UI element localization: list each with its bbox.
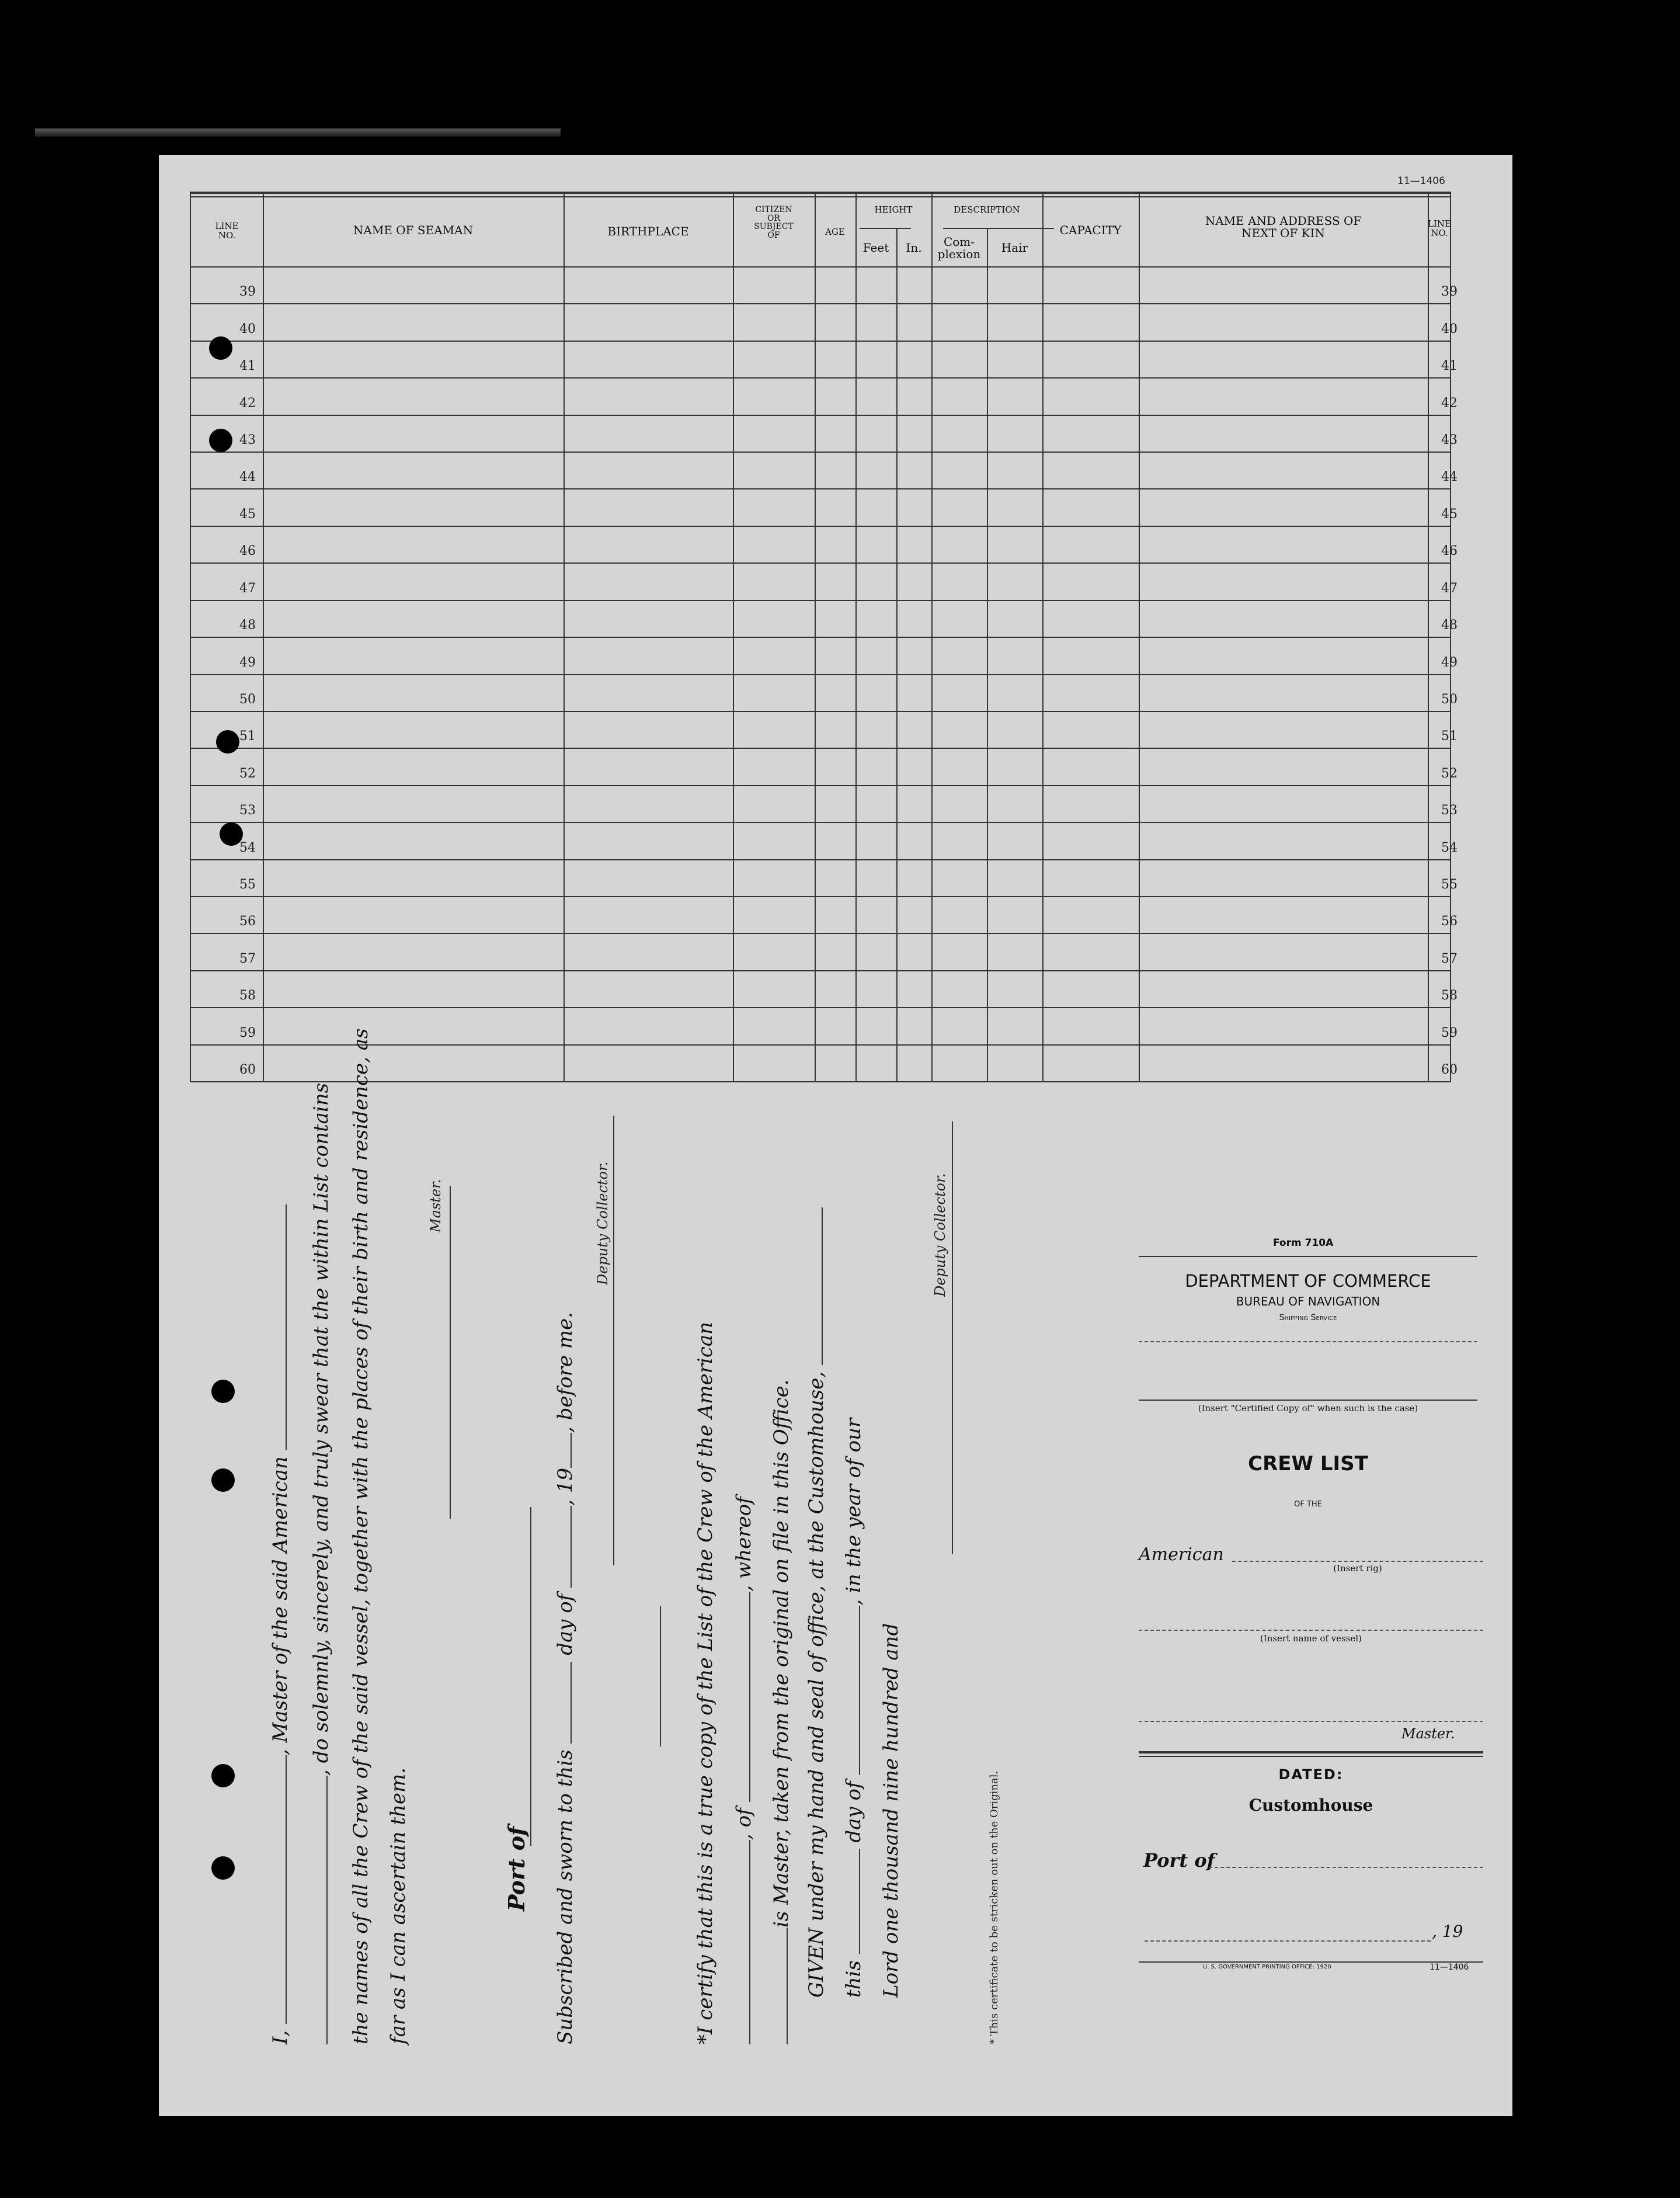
row-line-number: 58	[239, 988, 256, 1003]
row-line-number-right: 56	[1441, 914, 1458, 929]
deputy-collector-line-2[interactable]	[952, 1121, 953, 1554]
row-line-number: 46	[239, 544, 256, 558]
dated-label: DATED:	[1278, 1766, 1344, 1783]
row-line-number: 49	[239, 655, 256, 670]
port-of-label: Port of	[503, 1826, 530, 1911]
table-row-rule	[190, 1007, 1451, 1008]
master-name-blank[interactable]	[286, 1755, 287, 2024]
punch-hole	[211, 1764, 235, 1787]
sworn-month-blank[interactable]	[571, 1506, 572, 1588]
row-line-number-right: 58	[1441, 988, 1458, 1003]
of-the-label: OF THE	[1294, 1500, 1322, 1509]
master-signature-label: Master.	[427, 1179, 444, 1232]
dated-double-rule-2	[1139, 1756, 1483, 1757]
row-line-number-right: 59	[1441, 1026, 1458, 1040]
master-oath-section	[251, 1028, 1010, 2044]
punch-hole	[216, 730, 239, 753]
row-line-number: 47	[239, 581, 256, 596]
master-line: is Master, taken from the original on file in this Office.	[770, 1379, 793, 2044]
table-row-rule	[190, 452, 1451, 453]
row-line-number: 39	[239, 284, 256, 299]
insert-rig-label: (Insert rig)	[1333, 1563, 1382, 1574]
row-line-number-right: 52	[1441, 766, 1458, 781]
row-line-number: 45	[239, 507, 256, 522]
deputy-collector-line-1[interactable]	[613, 1116, 614, 1565]
row-line-number-right: 45	[1441, 507, 1458, 522]
panel-master-label: Master.	[1401, 1725, 1455, 1742]
table-row-rule	[190, 711, 1451, 712]
row-line-number-right: 60	[1441, 1062, 1458, 1077]
height-subheader-rule	[860, 228, 911, 229]
row-line-number: 44	[239, 470, 256, 484]
table-row-rule	[190, 562, 1451, 564]
panel-year-label: , 19	[1432, 1922, 1463, 1941]
crew-list-title: CREW LIST	[1248, 1452, 1368, 1475]
table-row-rule	[190, 748, 1451, 749]
table-row-rule	[190, 526, 1451, 527]
row-line-number: 53	[239, 803, 256, 818]
rig-line[interactable]	[1232, 1561, 1483, 1562]
given-month-blank[interactable]	[859, 1606, 860, 1775]
row-line-number: 50	[239, 692, 256, 707]
header-birthplace: BIRTHPLACE	[607, 224, 689, 238]
certified-copy-line[interactable]	[1139, 1400, 1477, 1401]
header-height: HEIGHT	[874, 204, 913, 215]
row-line-number-right: 49	[1441, 655, 1458, 670]
deputy-collector-label-1: Deputy Collector.	[594, 1161, 611, 1285]
row-line-number-right: 43	[1441, 433, 1458, 447]
printing-office-label: U. S. GOVERNMENT PRINTING OFFICE: 1920	[1203, 1964, 1331, 1970]
row-line-number-right: 44	[1441, 470, 1458, 484]
row-line-number: 43	[239, 433, 256, 447]
row-line-number: 60	[239, 1062, 256, 1077]
header-complexion: Com- plexion	[937, 235, 981, 261]
table-row-rule	[190, 341, 1451, 342]
col-divider	[987, 228, 988, 1081]
punch-hole	[211, 1856, 235, 1880]
row-line-number-right: 55	[1441, 877, 1458, 892]
punch-hole	[211, 1468, 235, 1492]
header-citizen: CITIZEN OR SUBJECT OF	[754, 205, 794, 241]
row-line-number-right: 42	[1441, 396, 1458, 411]
panel-form-code: 11—1406	[1429, 1963, 1469, 1972]
punch-hole	[211, 1380, 235, 1403]
row-line-number: 41	[239, 359, 256, 373]
sworn-day-blank[interactable]	[571, 1662, 572, 1744]
header-capacity: CAPACITY	[1059, 223, 1122, 237]
vessel-name-blank[interactable]	[286, 1204, 287, 1450]
form-code-top: 11—1406	[1397, 175, 1445, 187]
row-line-number: 57	[239, 952, 256, 966]
deputy-collector-label-2: Deputy Collector.	[932, 1173, 948, 1297]
table-row-rule	[190, 377, 1451, 379]
panel-port-of-label: Port of	[1143, 1849, 1215, 1871]
table-row-rule	[190, 822, 1451, 823]
subscribed-line: Subscribed and sworn to this day of , 19, before me.	[554, 1312, 577, 2044]
row-line-number-right: 48	[1441, 618, 1458, 633]
punch-hole	[209, 336, 232, 360]
col-divider	[896, 228, 898, 1081]
row-line-number-right: 47	[1441, 581, 1458, 596]
row-line-number: 40	[239, 322, 256, 336]
vessel-blank-2[interactable]	[749, 1840, 750, 2044]
table-row-rule	[190, 1081, 1451, 1082]
sworn-year-blank[interactable]	[571, 1433, 572, 1468]
row-line-number: 59	[239, 1026, 256, 1040]
customhouse-blank[interactable]	[822, 1207, 823, 1365]
table-row-rule	[190, 933, 1451, 934]
american-label: American	[1139, 1544, 1224, 1565]
oath-line-2: , do solemnly, sincerely, and truly swear that the within List contains	[309, 1083, 333, 2044]
row-line-number: 56	[239, 914, 256, 929]
table-row-rule	[190, 415, 1451, 416]
row-line-number-right: 53	[1441, 803, 1458, 818]
table-row-rule	[190, 600, 1451, 601]
header-in: In.	[906, 241, 922, 255]
row-line-number-right: 39	[1441, 284, 1458, 299]
table-row-rule	[190, 896, 1451, 897]
table-row-rule	[190, 637, 1451, 638]
row-line-number: 51	[239, 729, 256, 744]
row-line-number-right: 50	[1441, 692, 1458, 707]
header-line-no-right: LINE NO.	[1428, 218, 1451, 238]
description-subheader-rule	[943, 228, 1054, 229]
header-name-of-seaman: NAME OF SEAMAN	[353, 223, 474, 237]
customhouse-label: Customhouse	[1248, 1796, 1373, 1815]
table-row-rule	[190, 1044, 1451, 1046]
header-age: AGE	[825, 227, 845, 237]
lord-line: Lord one thousand nine hundred and	[879, 1623, 903, 1998]
row-line-number: 52	[239, 766, 256, 781]
table-row-rule	[190, 785, 1451, 786]
row-line-number: 48	[239, 618, 256, 633]
department-title: DEPARTMENT OF COMMERCE	[1185, 1271, 1431, 1291]
row-line-number-right: 51	[1441, 729, 1458, 744]
row-line-number: 55	[239, 877, 256, 892]
header-bottom-rule	[190, 266, 1451, 268]
service-dashed-rule	[1139, 1341, 1477, 1342]
master-signature-line[interactable]	[450, 1186, 451, 1519]
row-line-number-right: 57	[1441, 952, 1458, 966]
row-line-number: 42	[239, 396, 256, 411]
certified-copy-instruction: (Insert "Certified Copy of" when such is the case)	[1198, 1403, 1418, 1414]
dated-double-rule	[1139, 1751, 1483, 1753]
row-line-number-right: 40	[1441, 322, 1458, 336]
certify-line: *I certify that this is a true copy of the List of the Crew of the American	[694, 1322, 717, 2044]
header-line-no: LINE NO.	[215, 221, 239, 241]
oath-line-4: far as I can ascertain them.	[387, 1767, 410, 2044]
form-number: Form 710A	[1273, 1237, 1334, 1249]
port-blank-2[interactable]	[749, 1592, 750, 1802]
certificate-footnote: * This certificate to be stricken out on the Original.	[988, 1770, 1000, 2044]
of-line: , of , whereof	[732, 1496, 756, 2044]
given-day-blank[interactable]	[859, 1849, 860, 1954]
row-line-number-right: 46	[1441, 544, 1458, 558]
header-hair: Hair	[1001, 241, 1028, 255]
port-of-line[interactable]	[530, 1507, 531, 1846]
row-line-number-right: 54	[1441, 841, 1458, 855]
table-row-rule	[190, 970, 1451, 971]
header-next-of-kin: NAME AND ADDRESS OF NEXT OF KIN	[1205, 214, 1362, 240]
bureau-title: BUREAU OF NAVIGATION	[1236, 1294, 1380, 1308]
service-title: Shipping Service	[1279, 1313, 1337, 1322]
port-of-field-line[interactable]	[1209, 1867, 1483, 1868]
table-row-rule	[190, 674, 1451, 675]
given-line: GIVEN under my hand and seal of office, at the Customhouse,	[805, 1207, 828, 1998]
table-row-rule	[190, 303, 1451, 304]
rig-blank[interactable]	[326, 1776, 328, 2044]
oath-line-1: I, , Master of the said American	[269, 1204, 292, 2044]
scan-border-streak	[35, 129, 561, 137]
date-field-line[interactable]	[1145, 1940, 1431, 1942]
row-line-number: 54	[239, 841, 256, 855]
panel-top-rule	[1139, 1256, 1477, 1257]
punch-hole	[220, 822, 243, 846]
table-row-rule	[190, 488, 1451, 489]
header-description: DESCRIPTION	[954, 204, 1020, 215]
master-blank-2[interactable]	[787, 1928, 788, 2044]
oath-line-3: the names of all the Crew of the said vessel, together with the places of their birth and residence, as	[349, 1028, 373, 2044]
punch-hole	[209, 429, 232, 452]
master-name-line[interactable]	[1139, 1721, 1483, 1722]
insert-vessel-label: (Insert name of vessel)	[1260, 1633, 1362, 1644]
separator-bar	[660, 1606, 661, 1746]
crew-table	[190, 192, 1458, 1081]
row-line-number-right: 41	[1441, 359, 1458, 373]
header-feet: Feet	[862, 241, 889, 255]
table-top-rule-2	[190, 196, 1451, 197]
vessel-name-line[interactable]	[1139, 1630, 1483, 1631]
this-day-line: this day of , in the year of our	[842, 1418, 865, 1998]
table-top-rule	[190, 192, 1451, 194]
table-row-rule	[190, 859, 1451, 860]
